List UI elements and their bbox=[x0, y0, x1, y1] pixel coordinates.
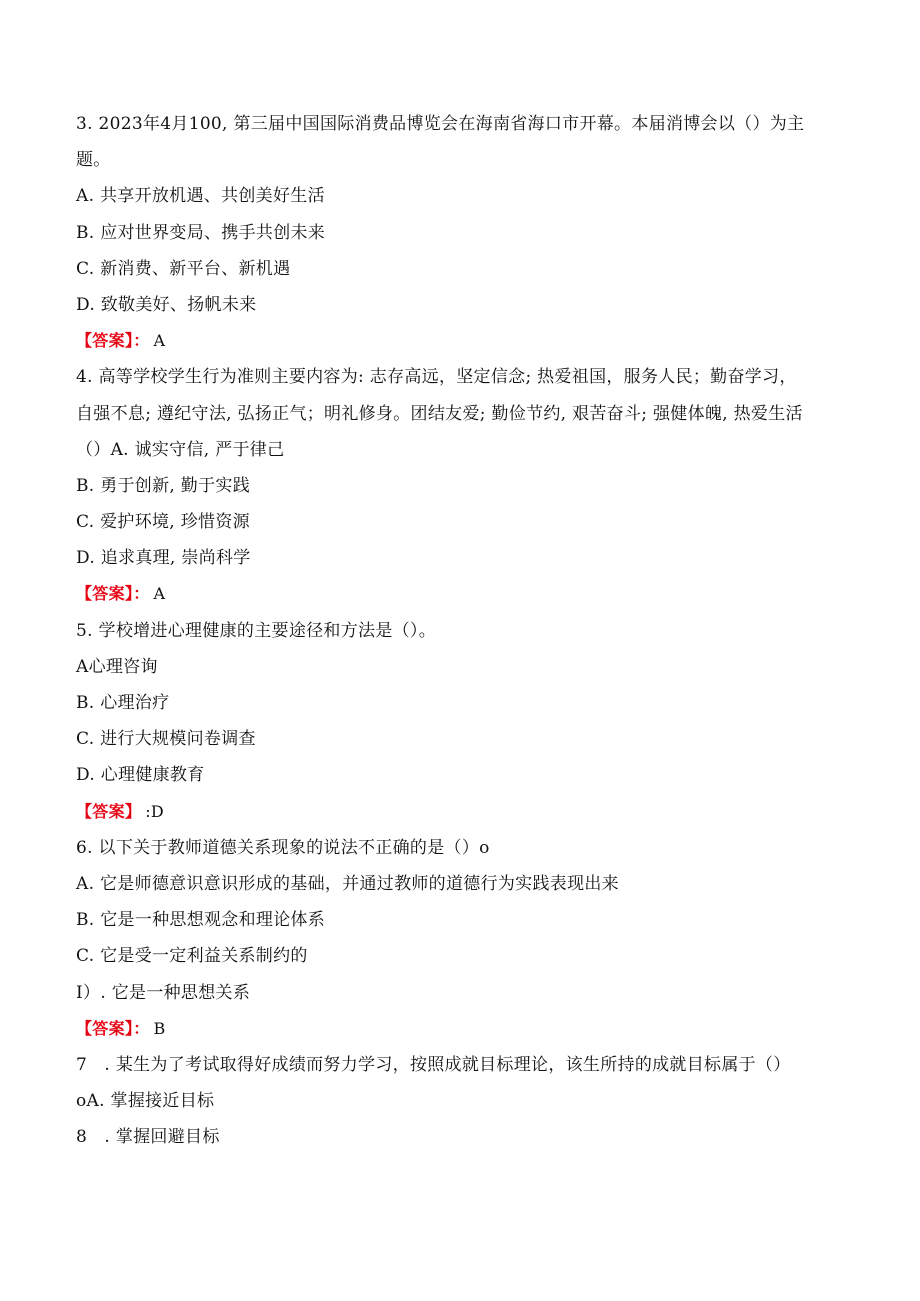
question-7 bbox=[76, 1047, 846, 1156]
question-4-option-c: C. 爱护环境, 珍惜资源 bbox=[76, 512, 250, 533]
question-6-option-c: C. 它是受一定利益关系制约的 bbox=[76, 946, 308, 967]
document-page bbox=[76, 106, 846, 1155]
question-4-option-b: B. 勇于创新, 勤于实践 bbox=[76, 475, 251, 496]
question-5-option-b: B. 心理治疗 bbox=[76, 693, 170, 713]
answer-label: 【答案】 bbox=[76, 801, 142, 821]
question-5 bbox=[76, 613, 846, 830]
question-6-option-a: A. 它是师德意识意识形成的基础，并通过教师的道德行为实践表现出来 bbox=[76, 873, 619, 894]
question-5-answer bbox=[76, 794, 846, 830]
question-4-stem-line-1: 4. 高等学校学生行为准则主要内容为: 志存高远，坚定信念; 热爱祖国，服务人民；勤奋学习， bbox=[76, 367, 797, 388]
question-5-stem: 5. 学校增进心理健康的主要途径和方法是（）。 bbox=[76, 620, 437, 641]
answer-label: 【答案】： bbox=[76, 331, 150, 351]
question-7-stem: 7 . 某生为了考试取得好成绩而努力学习，按照成就目标理论，该生所持的成就目标属于（） bbox=[76, 1054, 791, 1075]
question-6 bbox=[76, 830, 846, 1047]
question-3-option-c: C. 新消费、新平台、新机遇 bbox=[76, 258, 291, 279]
question-6-option-d: I）. 它是一种思想关系 bbox=[76, 982, 251, 1003]
question-7-option-a: oA. 掌握接近目标 bbox=[76, 1091, 215, 1112]
question-3-answer bbox=[76, 323, 846, 359]
question-6-option-b: B. 它是一种思想观念和理论体系 bbox=[76, 910, 326, 931]
question-3-option-a: A. 共享开放机遇、共创美好生活 bbox=[76, 186, 325, 207]
question-3-option-d: D. 致敬美好、扬帆未来 bbox=[76, 294, 257, 315]
question-5-option-d: D. 心理健康教育 bbox=[76, 765, 205, 786]
question-5-option-a: A心理咨询 bbox=[76, 656, 158, 677]
question-4-option-d: D. 追求真理, 崇尚科学 bbox=[76, 548, 251, 569]
answer-value: B bbox=[153, 1018, 166, 1038]
question-3 bbox=[76, 106, 846, 359]
answer-value: A bbox=[153, 584, 166, 604]
answer-label: 【答案】： bbox=[76, 584, 150, 604]
answer-value: :D bbox=[145, 801, 165, 821]
question-4-answer bbox=[76, 576, 846, 612]
question-4 bbox=[76, 359, 846, 612]
question-4-option-a: （）A. 诚实守信, 严于律己 bbox=[76, 439, 285, 460]
question-3-stem-line-1: 3. 2023年4月100, 第三届中国国际消费品博览会在海南省海口市开幕。本届消博会以（）为主 bbox=[76, 114, 805, 134]
answer-value: A bbox=[153, 331, 166, 351]
question-5-option-c: C. 进行大规模问卷调查 bbox=[76, 729, 256, 750]
question-6-stem: 6. 以下关于教师道德关系现象的说法不正确的是（）o bbox=[76, 837, 490, 858]
question-3-option-b: B. 应对世界变局、携手共创未来 bbox=[76, 222, 326, 243]
question-7-option-b: 8 . 掌握回避目标 bbox=[76, 1127, 220, 1148]
question-6-answer bbox=[76, 1011, 846, 1047]
question-3-stem-line-2: 题。 bbox=[76, 150, 111, 171]
question-4-stem-line-2: 自强不息; 遵纪守法, 弘扬正气；明礼修身。团结友爱; 勤俭节约, 艰苦奋斗; 强健体魄, 热爱生活 bbox=[76, 403, 803, 424]
answer-label: 【答案】： bbox=[76, 1018, 150, 1038]
